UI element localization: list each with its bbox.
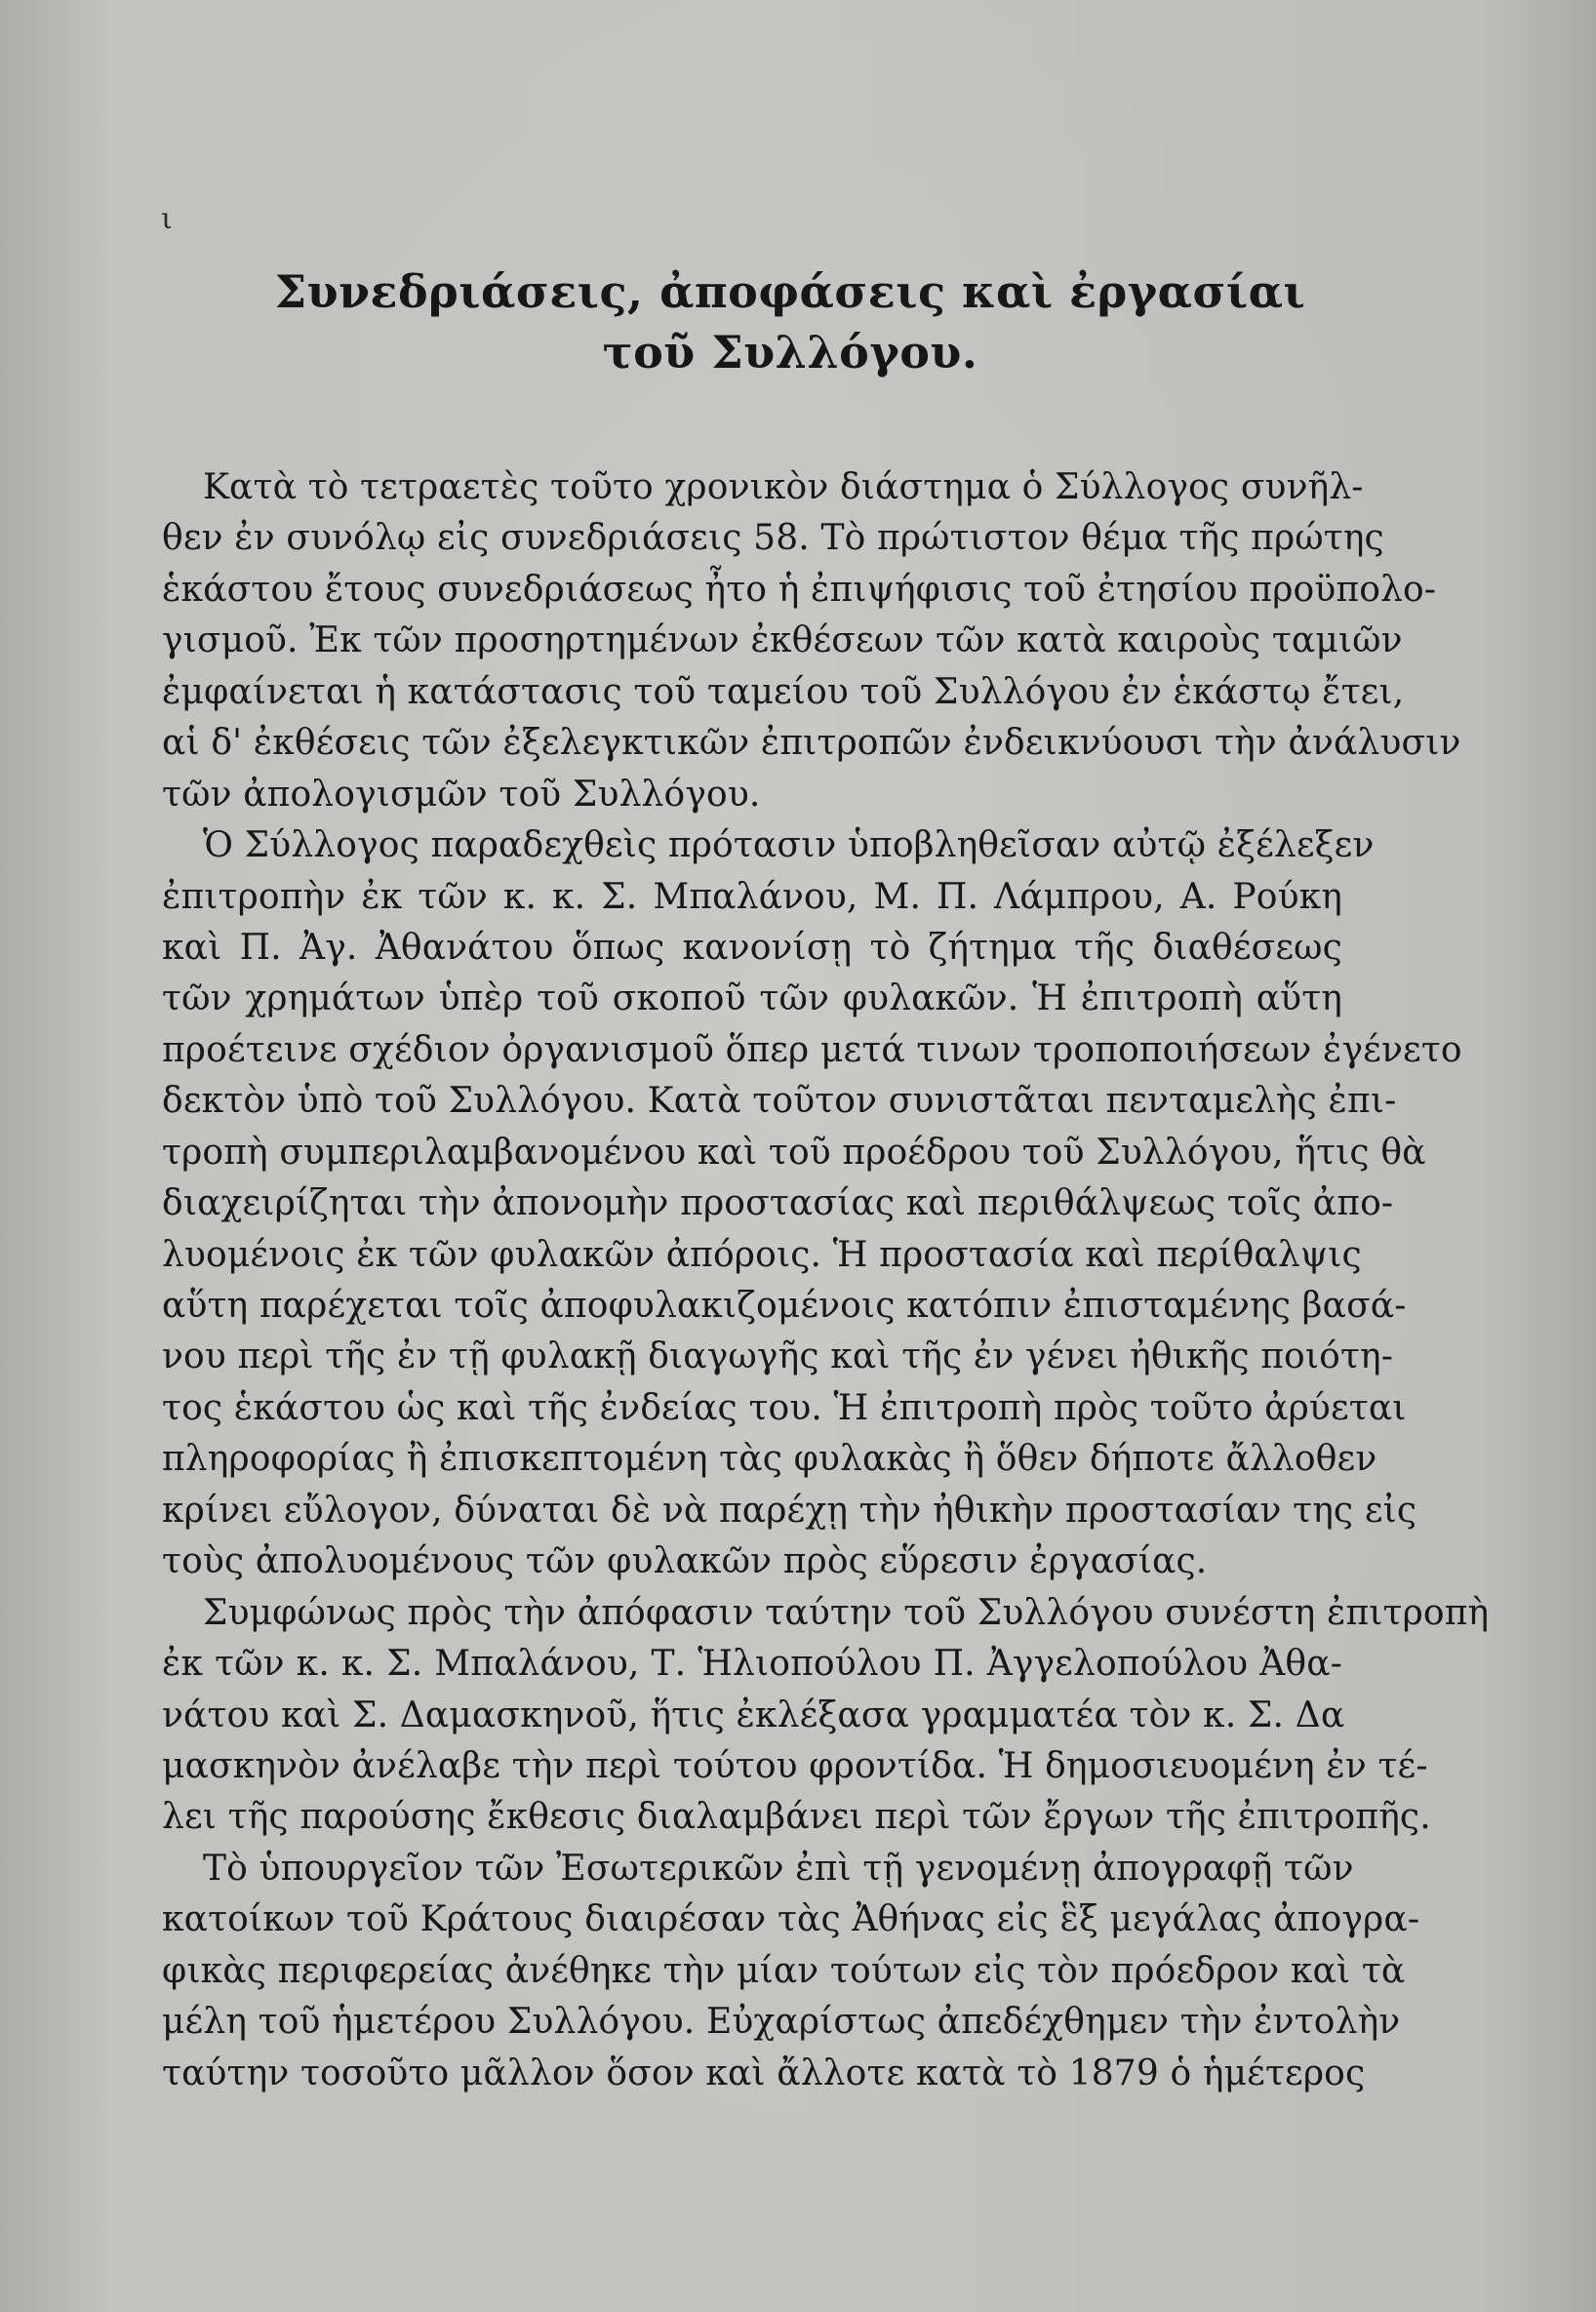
text-line: τος ἑκάστου ὡς καὶ τῆς ἐνδείας του. Ἡ ἐπιτροπὴ πρὸς τοῦτο ἀρύεται <box>162 1387 1407 1428</box>
text-line: φικὰς περιφερείας ἀνέθηκε τὴν μίαν τούτων εἰς τὸν πρόεδρον καὶ τὰ <box>162 1950 1406 1991</box>
text-line: αὕτη παρέχεται τοῖς ἀποφυλακιζομένοις κατόπιν ἐπισταμένης βασά- <box>162 1286 1407 1326</box>
section-title <box>244 261 1337 382</box>
text-line: καὶ Π. Ἀγ. Ἀθανάτου ὅπως κανονίσῃ τὸ ζήτημα τῆς διαθέσεως <box>162 927 1342 968</box>
text-line: γισμοῦ. Ἐκ τῶν προσηρτημένων ἐκθέσεων τῶν κατὰ καιροὺς ταμιῶν <box>162 620 1403 661</box>
text-line: μέλη τοῦ ἡμετέρου Συλλόγου. Εὐχαρίστως ἀπεδέχθημεν τὴν ἐντολὴν <box>162 2002 1401 2043</box>
body-text <box>162 462 1490 2099</box>
text-line: Ὁ Σύλλογος παραδεχθεὶς πρότασιν ὑποβληθεῖσαν αὐτῷ ἐξέλεξεν <box>203 825 1375 866</box>
text-line: τοὺς ἀπολυομένους τῶν φυλακῶν πρὸς εὕρεσιν ἐργασίας. <box>162 1541 1208 1582</box>
text-line: θεν ἐν συνόλῳ εἰς συνεδριάσεις 58. Τὸ πρώτιστον θέμα τῆς πρώτης <box>162 518 1384 559</box>
text-line: πληροφορίας ἢ ἐπισκεπτομένη τὰς φυλακὰς ἢ ὅθεν δήποτε ἄλλοθεν <box>162 1439 1377 1480</box>
text-line: λυομένοις ἐκ τῶν φυλακῶν ἀπόροις. Ἡ προστασία καὶ περίθαλψις <box>162 1234 1362 1275</box>
text-line: κατοίκων τοῦ Κράτους διαιρέσαν τὰς Ἀθήνας εἰς ἓξ μεγάλας ἀπογρα- <box>162 1899 1420 1940</box>
text-line: ἐκ τῶν κ. κ. Σ. Μπαλάνου, Τ. Ἡλιοπούλου Π. Ἀγγελοπούλου Ἀθα- <box>162 1644 1342 1685</box>
text-line: Συμφώνως πρὸς τὴν ἀπόφασιν ταύτην τοῦ Συλλόγου συνέστη ἐπιτροπὴ <box>203 1592 1490 1633</box>
title-line-2: τοῦ Συλλόγου. <box>602 326 978 379</box>
text-line: τῶν ἀπολογισμῶν τοῦ Συλλόγου. <box>162 774 761 815</box>
text-line: λει τῆς παρούσης ἔκθεσις διαλαμβάνει περὶ τῶν ἔργων τῆς ἐπιτροπῆς. <box>162 1797 1431 1838</box>
text-line: αἱ δ' ἐκθέσεις τῶν ἐξελεγκτικῶν ἐπιτροπῶν ἐνδεικνύουσι τὴν ἀνάλυσιν <box>162 723 1461 764</box>
text-line: νου περὶ τῆς ἐν τῇ φυλακῇ διαγωγῆς καὶ τῆς ἐν γένει ἠθικῆς ποιότη- <box>162 1336 1394 1377</box>
text-line: ἐμφαίνεται ἡ κατάστασις τοῦ ταμείου τοῦ Συλλόγου ἐν ἑκάστῳ ἔτει, <box>162 671 1405 712</box>
text-line: ἑκάστου ἔτους συνεδριάσεως ἦτο ἡ ἐπιψήφισις τοῦ ἐτησίου προϋπολο- <box>162 569 1437 610</box>
text-line: ταύτην τοσοῦτο μᾶλλον ὅσον καὶ ἄλλοτε κατὰ τὸ 1879 ὁ ἡμέτερος <box>162 2053 1366 2093</box>
text-line: δεκτὸν ὑπὸ τοῦ Συλλόγου. Κατὰ τοῦτον συνιστᾶται πενταμελὴς ἐπι- <box>162 1081 1397 1122</box>
text-line: κρίνει εὔλογον, δύναται δὲ νὰ παρέχῃ τὴν ἠθικὴν προστασίαν της εἰς <box>162 1490 1417 1531</box>
text-line: ἐπιτροπὴν ἐκ τῶν κ. κ. Σ. Μπαλάνου, Μ. Π. Λάμπρου, Α. Ρούκη <box>162 876 1342 917</box>
text-line: μασκηνὸν ἀνέλαβε τὴν περὶ τούτου φροντίδα. Ἡ δημοσιευομένη ἐν τέ- <box>162 1745 1428 1786</box>
text-line: νάτου καὶ Σ. Δαμασκηνοῦ, ἥτις ἐκλέξασα γραμματέα τὸν κ. Σ. Δα <box>162 1694 1345 1735</box>
text-line: διαχειρίζηται τὴν ἀπονομὴν προστασίας καὶ περιθάλψεως τοῖς ἀπο- <box>162 1183 1394 1224</box>
text-line: τῶν χρημάτων ὑπὲρ τοῦ σκοποῦ τῶν φυλακῶν. Ἡ ἐπιτροπὴ αὕτη <box>162 978 1342 1019</box>
title-line-1: Συνεδριάσεις, ἀποφάσεις καὶ ἐργασίαι <box>274 265 1306 318</box>
text-line: Τὸ ὑπουργεῖον τῶν Ἐσωτερικῶν ἐπὶ τῇ γενομένῃ ἀπογραφῇ τῶν <box>203 1848 1354 1889</box>
text-line: τροπὴ συμπεριλαμβανομένου καὶ τοῦ προέδρου τοῦ Συλλόγου, ἥτις θὰ <box>162 1132 1426 1173</box>
text-line: προέτεινε σχέδιον ὀργανισμοῦ ὅπερ μετά τινων τροποποιήσεων ἐγένετο <box>162 1029 1462 1070</box>
page-mark: ι <box>161 202 173 236</box>
text-line: Κατὰ τὸ τετραετὲς τοῦτο χρονικὸν διάστημα ὁ Σύλλογος συνῆλ- <box>203 467 1364 507</box>
